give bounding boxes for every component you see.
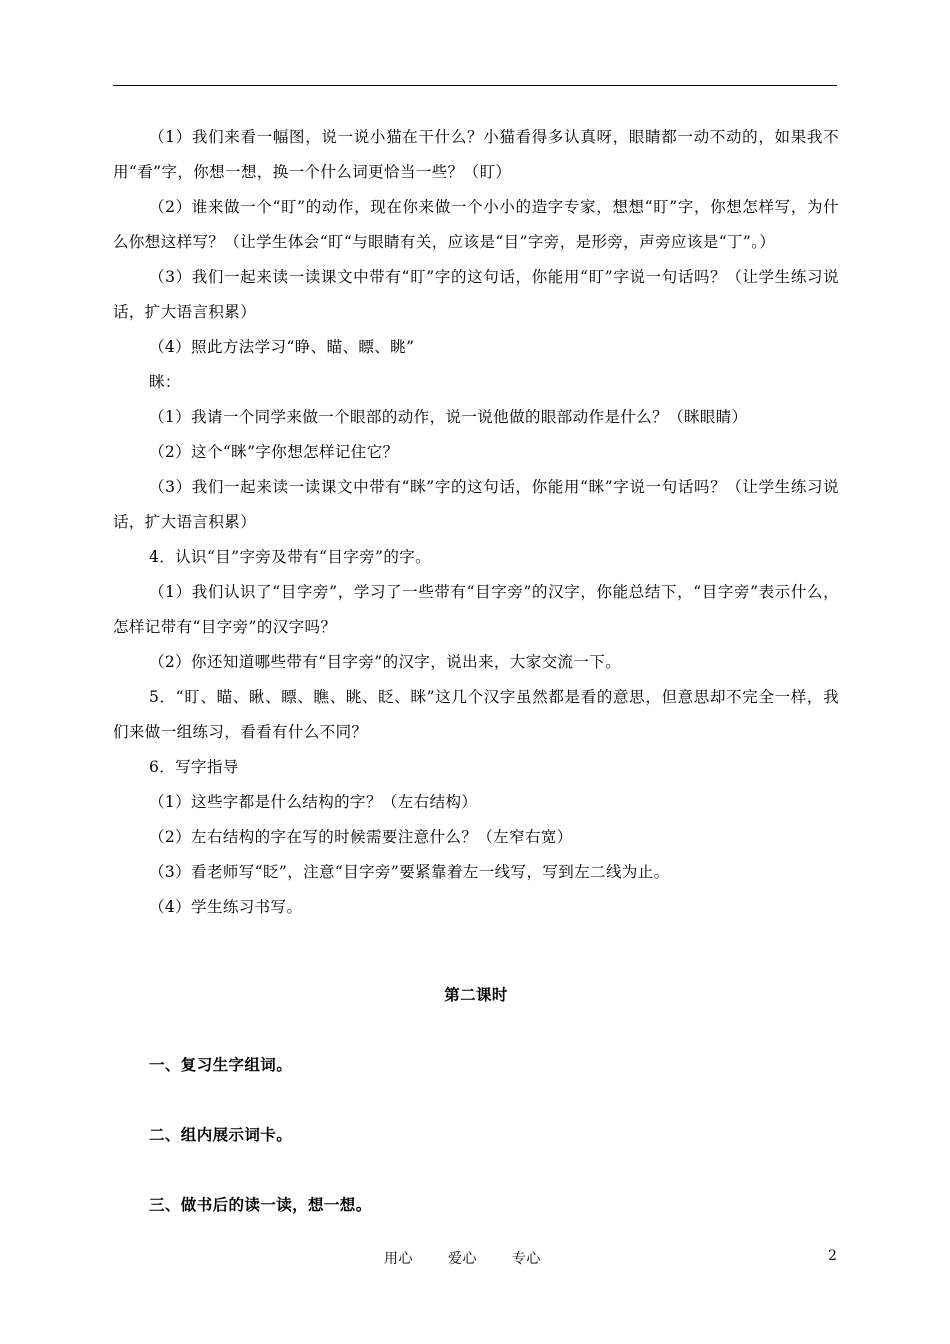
paragraph: （1）我请一个同学来做一个眼部的动作，说一说他做的眼部动作是什么？（眯眼睛） [149,408,748,426]
page-number: 2 [828,1248,837,1264]
paragraph: 眯： [149,373,181,391]
paragraph: （1）我们认识了“目字旁”，学习了一些带有“目字旁”的汉字，你能总结下，“目字旁”表示什么，怎样记带有“目字旁”的汉字吗？ [113,583,839,636]
paragraph: 4．认识“目”字旁及带有“目字旁”的字。 [149,548,432,566]
document-body [113,120,839,1222]
paragraph: （3）我们一起来读一读课文中带有“盯”字的这句话，你能用“盯”字说一句话吗？（让学生练习说话，扩大语言积累） [113,268,839,321]
section-heading: 一、复习生字组词。 [149,1055,293,1074]
paragraph: （3）我们一起来读一读课文中带有“眯”字的这句话，你能用“眯”字说一句话吗？（让学生练习说话，扩大语言积累） [113,478,839,531]
paragraph: （2）这个“眯”字你想怎样记住它？ [149,443,399,461]
header-rule [113,85,837,86]
paragraph: （2）你还知道哪些带有“目字旁”的汉字，说出来，大家交流一下。 [149,653,622,671]
section-title: 第二课时 [444,985,508,1004]
section-heading: 二、组内展示词卡。 [149,1125,293,1144]
footer-text: 爱心 [447,1251,477,1267]
paragraph: （3）看老师写“眨”，注意“目字旁”要紧靠着左一线写，写到左二线为止。 [149,863,670,881]
footer-text: 用心 [384,1251,413,1267]
section-heading: 三、做书后的读一读，想一想。 [149,1195,372,1214]
paragraph: 5．“盯、瞄、瞅、瞟、瞧、眺、眨、眯”这几个汉字虽然都是看的意思，但意思却不完全一样，我们来做一组练习，看看有什么不同？ [113,688,839,741]
paragraph: （4）学生练习书写。 [149,898,303,916]
footer-motto [384,1248,571,1268]
paragraph: 6．写字指导 [149,758,239,776]
paragraph: （1）我们来看一幅图，说一说小猫在干什么？小猫看得多认真呀，眼睛都一动不动的，如果我不用“看”字，你想一想，换一个什么词更恰当一些？（盯） [113,128,839,181]
paragraph: （2）左右结构的字在写的时候需要注意什么？（左窄右宽） [149,828,573,846]
paragraph: （1）这些字都是什么结构的字？（左右结构） [149,793,478,811]
paragraph: （4）照此方法学习“睁、瞄、瞟、眺” [149,338,415,356]
footer-text: 专心 [511,1251,541,1267]
paragraph: （2）谁来做一个“盯”的动作，现在你来做一个小小的造字专家，想想“盯”字，你想怎样写，为什么你想这样写？（让学生体会“盯“与眼睛有关，应该是“目”字旁，是形旁，声旁应该是“丁”。） [113,198,839,251]
